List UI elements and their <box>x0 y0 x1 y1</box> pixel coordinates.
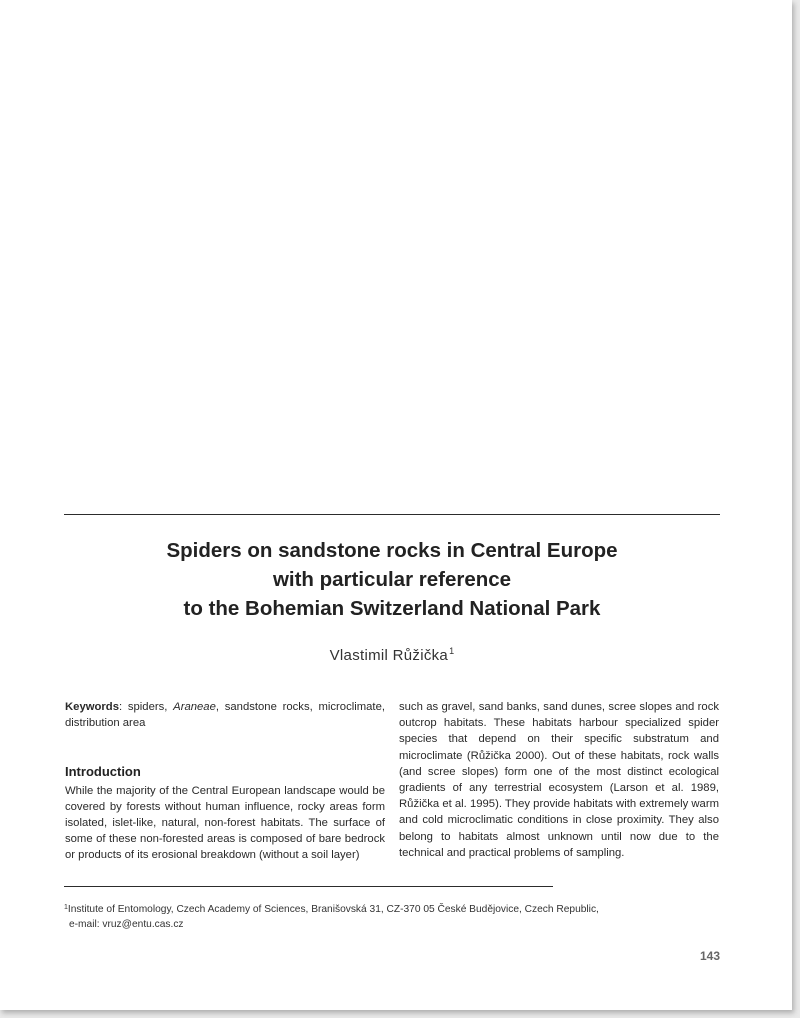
footnote <box>64 900 720 932</box>
author-line <box>64 646 720 664</box>
author-name: Vlastimil Růžička <box>329 647 449 664</box>
introduction-text-right: such as gravel, sand banks, sand dunes, scree slopes and rock outcrop habitats. These habitats harbour specialized spider species that depend on their specific substratum and microclimate (Růžička 2000). Out of these habitats, rock walls (and scree slopes) form one of the most distinct ecological gradients of any terrestrial ecosystem (Larson et al. 1989, Růžička et al. 1995). They provide habitats with extremely warm and cold microclimatic conditions in close proximity. They also belong to habitats almost unknown until now due to the technical and practical problems of sampling. <box>399 701 720 859</box>
article-title <box>64 536 720 623</box>
title-top-rule <box>64 514 720 515</box>
footnote-mark: 1 <box>64 904 68 911</box>
left-column <box>65 699 385 864</box>
right-column <box>399 699 719 861</box>
footnote-email: e-mail: vruz@entu.cas.cz <box>69 919 184 930</box>
keywords-italic-term: Araneae <box>173 701 216 713</box>
keywords-separator: : spiders, <box>119 701 174 713</box>
keywords-rest: , sandstone rocks, microclimate, distribution area <box>65 701 385 730</box>
introduction-heading: Introduction <box>65 764 141 780</box>
footnote-affiliation: Institute of Entomology, Czech Academy of Sciences, Branišovská 31, CZ-370 05 České Budějovice, Czech Republic, <box>67 904 599 915</box>
title-line-3: to the Bohemian Switzerland National Park <box>183 597 601 620</box>
author-affiliation-mark: 1 <box>449 646 455 656</box>
page-number: 143 <box>699 949 720 963</box>
introduction-text-left: While the majority of the Central European landscape would be covered by forests without human influence, rocky areas form isolated, islet-like, natural, non-forest habitats. The surface of some of these non-forested areas is composed of bare bedrock or products of its erosional breakdown (without a soil layer) <box>65 784 385 862</box>
title-line-1: Spiders on sandstone rocks in Central Europe <box>166 539 618 562</box>
title-line-2: with particular reference <box>272 568 512 591</box>
keywords-label: Keywords <box>65 701 119 713</box>
footnote-rule <box>64 886 553 887</box>
keywords-paragraph <box>65 699 385 731</box>
